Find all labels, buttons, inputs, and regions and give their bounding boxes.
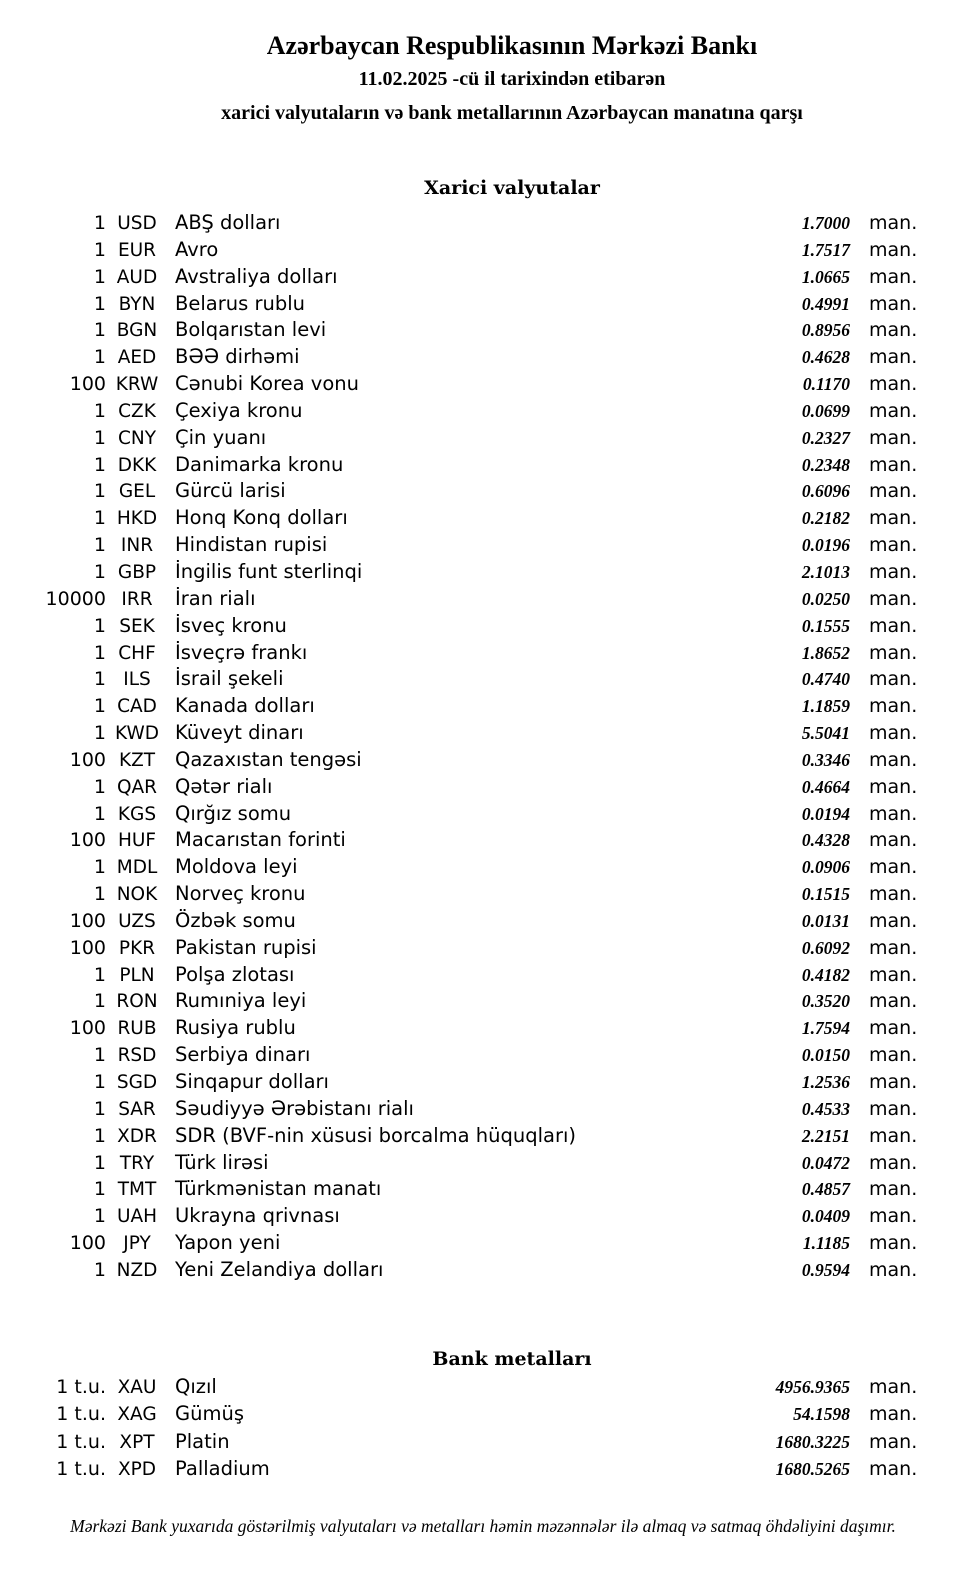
rate-row [0,882,966,909]
quantity-cell: 100 [69,829,106,852]
currency-name-cell: Bolqarıstan levi [175,318,327,342]
unit-cell: man. [869,775,918,798]
currency-code-cell: BYN [118,293,156,315]
unit-cell: man. [869,1232,918,1255]
unit-cell: man. [869,936,918,959]
currency-name-cell: Gürcü larisi [175,479,286,503]
currency-code-cell: AED [117,347,157,369]
rate-row [0,802,966,829]
rate-value-cell: 0.4740 [801,669,850,690]
currency-code-cell: UZS [118,910,156,932]
unit-cell: man. [869,534,918,557]
unit-cell: man. [869,265,918,288]
rate-row [0,1151,966,1178]
quantity-cell: 1 [93,990,106,1013]
rate-row [0,1430,966,1457]
currency-code-cell: EUR [117,239,157,261]
currency-name-cell: İngilis funt sterlinqi [175,559,363,583]
currency-name-cell: Moldova leyi [175,855,298,879]
quantity-cell: 1 [93,292,106,315]
quantity-cell: 1 [93,883,106,906]
currency-name-cell: Rumıniya leyi [175,989,307,1013]
unit-cell: man. [869,695,918,718]
currency-name-cell: Özbək somu [175,908,296,932]
quantity-cell: 1 [93,722,106,745]
rate-value-cell: 0.3520 [801,991,850,1012]
rate-row [0,641,966,668]
rate-value-cell: 0.4182 [801,964,850,985]
currency-code-cell: HUF [117,830,157,852]
currency-name-cell: Gümüş [175,1402,244,1426]
quantity-cell: 1 [93,480,106,503]
quantity-cell: 1 [93,534,106,557]
quantity-cell: 1 [93,695,106,718]
unit-cell: man. [869,856,918,879]
rate-value-cell: 2.1013 [801,561,850,582]
rate-row [0,963,966,990]
currency-name-cell: Türkmənistan manatı [175,1177,382,1201]
rate-value-cell: 0.8956 [801,320,850,341]
rate-row [0,238,966,265]
quantity-cell: 1 [93,212,106,234]
currency-name-cell: Rusiya rublu [175,1016,296,1040]
quantity-cell: 1 [93,802,106,825]
currency-code-cell: BGN [116,320,158,342]
rate-value-cell: 1680.5265 [775,1459,850,1480]
rate-row [0,265,966,292]
rate-value-cell: 0.6096 [801,481,850,502]
quantity-cell: 1 [93,1178,106,1201]
quantity-cell: 1 t.u. [56,1430,106,1453]
quantity-cell: 1 [93,453,106,476]
currency-code-cell: DKK [117,454,157,476]
rate-value-cell: 0.4991 [801,293,850,314]
disclaimer-note: Mərkəzi Bank yuxarıda göstərilmiş valyutaları və metalları həmin məzənnələr ilə almaq və satmaq öhdəliyini daşımır. [70,1516,896,1536]
rate-value-cell: 0.9594 [801,1259,850,1280]
rate-row [0,909,966,936]
quantity-cell: 1 [93,560,106,583]
rate-row [0,1375,966,1402]
rate-value-cell: 5.5041 [801,723,850,744]
unit-cell: man. [869,587,918,610]
currency-code-cell: XAU [117,1377,157,1398]
rate-row [0,721,966,748]
quantity-cell: 1 [93,668,106,691]
currency-name-cell: İran rialı [175,586,256,610]
title-block [58,30,966,125]
unit-cell: man. [869,453,918,476]
unit-cell: man. [869,1097,918,1120]
rate-row [0,775,966,802]
currency-code-cell: QAR [116,776,158,798]
quantity-cell: 1 [93,963,106,986]
rate-row [0,1043,966,1070]
currency-code-cell: TMT [117,1179,157,1201]
currency-code-cell: CNY [117,427,157,449]
unit-cell: man. [869,990,918,1013]
rate-row [0,1402,966,1429]
currency-code-cell: KWD [114,723,159,745]
quantity-cell: 1 [93,1097,106,1120]
quantity-cell: 100 [69,936,106,959]
currency-name-cell: Polşa zlotası [175,962,295,986]
unit-cell: man. [869,963,918,986]
currency-code-cell: INR [120,535,154,557]
rate-row [0,694,966,721]
rate-row [0,1231,966,1258]
unit-cell: man. [869,507,918,530]
rate-row [0,211,966,238]
quantity-cell: 1 [93,775,106,798]
unit-cell: man. [869,238,918,261]
rate-value-cell: 0.0699 [801,400,850,421]
currency-name-cell: BƏƏ dirhəmi [175,345,300,369]
unit-cell: man. [869,399,918,422]
currency-code-cell: MDL [116,857,158,879]
currency-code-cell: HKD [116,508,158,530]
currency-name-cell: Palladium [175,1457,270,1481]
quantity-cell: 100 [69,1232,106,1255]
rate-value-cell: 1.1185 [802,1233,850,1254]
currency-code-cell: RON [116,991,158,1013]
currency-name-cell: Avro [175,237,219,261]
currency-code-cell: KRW [115,374,159,396]
quantity-cell: 1 [93,856,106,879]
currency-code-cell: PKR [118,937,156,959]
rate-value-cell: 0.0250 [801,588,850,609]
currency-name-cell: Avstraliya dolları [175,264,338,288]
quantity-cell: 100 [69,1017,106,1040]
unit-cell: man. [869,883,918,906]
rate-row [0,479,966,506]
quantity-cell: 1 t.u. [56,1403,106,1426]
currency-code-cell: RUB [117,1018,157,1040]
currency-code-cell: RSD [117,1045,157,1067]
rate-value-cell: 1680.3225 [775,1431,850,1452]
rate-value-cell: 1.2536 [801,1072,850,1092]
currency-code-cell: UAH [116,1206,158,1228]
unit-cell: man. [869,1458,918,1481]
unit-cell: man. [869,1178,918,1201]
currency-code-cell: KZT [118,749,156,771]
quantity-cell: 10000 [45,587,106,610]
currency-code-cell: CHF [118,642,156,664]
currency-name-cell: Qırğız somu [175,801,292,825]
metals-table [0,1375,966,1485]
currency-name-cell: Yapon yeni [175,1231,281,1255]
currency-name-cell: Qazaxıstan tengəsi [175,747,362,771]
rate-value-cell: 2.2151 [801,1125,850,1146]
currency-code-cell: IRR [121,588,153,610]
rate-value-cell: 1.0665 [801,266,850,287]
quantity-cell: 1 [93,507,106,530]
rate-row [0,1016,966,1043]
currency-code-cell: XDR [117,1125,157,1147]
rate-row [0,936,966,963]
currency-code-cell: SEK [119,615,155,637]
rate-row [0,345,966,372]
rate-value-cell: 4956.9365 [775,1377,850,1397]
unit-cell: man. [869,1376,918,1398]
unit-cell: man. [869,212,918,234]
rate-row [0,614,966,641]
currency-code-cell: NZD [116,1259,158,1281]
unit-cell: man. [869,480,918,503]
rate-row [0,828,966,855]
page-subtitle: xarici valyutaların və bank metallarının Azərbaycan manatına qarşı [221,102,803,124]
quantity-cell: 1 [93,238,106,261]
currency-name-cell: İsrail şekeli [175,667,284,691]
unit-cell: man. [869,748,918,771]
unit-cell: man. [869,641,918,664]
rate-row [0,855,966,882]
quantity-cell: 1 [93,1071,106,1093]
currency-name-cell: Macarıstan forinti [175,828,346,852]
currency-code-cell: AUD [116,266,158,288]
rate-row [0,560,966,587]
unit-cell: man. [869,829,918,852]
currency-name-cell: Qızıl [175,1375,217,1398]
rate-value-cell: 1.1859 [801,696,850,717]
quantity-cell: 1 [93,346,106,369]
currency-code-cell: KGS [117,803,157,825]
rate-value-cell: 0.6092 [801,937,850,958]
quantity-cell: 1 [93,399,106,422]
unit-cell: man. [869,909,918,932]
currency-name-cell: Serbiya dinarı [175,1043,311,1067]
rate-row [0,426,966,453]
rate-row [0,399,966,426]
currency-code-cell: PLN [119,964,155,986]
quantity-cell: 1 [93,1258,106,1281]
rate-row [0,1124,966,1151]
rate-value-cell: 0.0194 [801,803,850,824]
currency-table [0,211,966,1285]
unit-cell: man. [869,1071,918,1093]
rate-row [0,292,966,319]
rate-value-cell: 0.2348 [801,454,850,475]
currency-section-title: Xarici valyutalar [424,177,600,199]
rate-row [0,1097,966,1124]
quantity-cell: 1 [93,1124,106,1147]
unit-cell: man. [869,346,918,369]
currency-name-cell: Cənubi Korea vonu [175,372,359,396]
currency-code-cell: CAD [117,696,157,718]
rate-row [0,372,966,399]
currency-name-cell: Hindistan rupisi [175,533,328,557]
currency-name-cell: Danimarka kronu [175,452,344,476]
unit-cell: man. [869,1430,918,1453]
quantity-cell: 100 [69,373,106,396]
rate-row [0,1177,966,1204]
unit-cell: man. [869,722,918,745]
quantity-cell: 1 t.u. [56,1458,106,1481]
unit-cell: man. [869,1258,918,1281]
rate-value-cell: 0.4628 [801,347,850,368]
unit-cell: man. [869,1124,918,1147]
rate-row [0,1258,966,1285]
unit-cell: man. [869,292,918,315]
rate-value-cell: 0.4328 [801,830,850,851]
unit-cell: man. [869,426,918,449]
currency-name-cell: SDR (BVF-nin xüsusi borcalma hüquqları) [175,1123,577,1147]
rate-row [0,667,966,694]
currency-name-cell: Çin yuanı [175,425,267,449]
rate-value-cell: 0.0409 [801,1206,850,1227]
quantity-cell: 1 t.u. [56,1376,106,1398]
currency-code-cell: SGD [116,1072,158,1093]
currency-name-cell: İsveçrə frankı [175,640,308,664]
quantity-cell: 1 [93,426,106,449]
currency-code-cell: SAR [118,1098,156,1120]
currency-name-cell: Sinqapur dolları [175,1070,329,1093]
rate-row [0,506,966,533]
currency-name-cell: Norveç kronu [175,882,306,906]
rate-row [0,1457,966,1484]
currency-code-cell: USD [117,213,157,234]
rate-value-cell: 0.4664 [801,776,850,797]
rate-value-cell: 0.2327 [801,427,850,448]
rate-row [0,1070,966,1097]
currency-code-cell: TRY [119,1152,155,1174]
unit-cell: man. [869,1017,918,1040]
unit-cell: man. [869,668,918,691]
currency-code-cell: GEL [118,481,156,503]
unit-cell: man. [869,1151,918,1174]
rate-value-cell: 1.7000 [801,213,850,233]
unit-cell: man. [869,319,918,342]
unit-cell: man. [869,1205,918,1228]
quantity-cell: 1 [93,614,106,637]
rate-value-cell: 0.0196 [801,535,850,556]
unit-cell: man. [869,802,918,825]
rate-row [0,533,966,560]
rate-value-cell: 54.1598 [793,1404,850,1425]
effective-date-line: 11.02.2025 -cü il tarixindən etibarən [358,68,666,90]
unit-cell: man. [869,1403,918,1426]
rate-value-cell: 0.1515 [801,884,850,905]
rate-value-cell: 0.3346 [801,749,850,770]
unit-cell: man. [869,1044,918,1067]
currency-code-cell: ILS [123,669,151,691]
rate-value-cell: 1.7517 [801,239,850,260]
currency-code-cell: JPY [123,1233,151,1255]
rate-value-cell: 1.8652 [801,642,850,663]
quantity-cell: 1 [93,319,106,342]
currency-code-cell: XPT [119,1431,155,1453]
currency-name-cell: Ukrayna qrivnası [175,1204,340,1228]
currency-name-cell: ABŞ dolları [175,211,281,234]
rate-row [0,989,966,1016]
rate-value-cell: 0.0472 [801,1152,850,1173]
currency-name-cell: Səudiyyə Ərəbistanı rialı [175,1096,414,1120]
rate-value-cell: 0.4857 [801,1179,850,1200]
unit-cell: man. [869,560,918,583]
rate-row [0,748,966,775]
rate-value-cell: 0.0150 [801,1045,850,1066]
quantity-cell: 1 [93,265,106,288]
currency-name-cell: Yeni Zelandiya dolları [175,1257,384,1281]
currency-code-cell: GBP [117,561,157,583]
rate-value-cell: 0.2182 [801,508,850,529]
rate-row [0,453,966,480]
currency-name-cell: Pakistan rupisi [175,935,317,959]
currency-name-cell: Honq Konq dolları [175,506,348,530]
quantity-cell: 1 [93,1151,106,1174]
currency-name-cell: Türk lirəsi [175,1150,269,1174]
rate-value-cell: 0.1555 [801,615,850,636]
unit-cell: man. [869,373,918,396]
currency-name-cell: Küveyt dinarı [175,721,304,745]
rate-row [0,318,966,345]
quantity-cell: 1 [93,1205,106,1228]
rate-value-cell: 0.1170 [802,374,850,395]
unit-cell: man. [869,614,918,637]
currency-name-cell: Çexiya kronu [175,398,303,422]
currency-name-cell: Kanada dolları [175,694,315,718]
rate-value-cell: 0.0906 [801,857,850,878]
metals-section-title: Bank metalları [432,1348,592,1370]
quantity-cell: 1 [93,641,106,664]
currency-name-cell: Platin [175,1429,230,1453]
currency-code-cell: CZK [118,400,156,422]
page-title: Azərbaycan Respublikasının Mərkəzi Bankı [266,31,758,60]
currency-name-cell: İsveç kronu [175,613,287,637]
rate-row [0,1204,966,1231]
currency-name-cell: Qətər rialı [175,774,273,798]
quantity-cell: 100 [69,748,106,771]
currency-code-cell: XAG [117,1404,157,1426]
rate-value-cell: 1.7594 [801,1018,850,1039]
rate-value-cell: 0.0131 [801,910,850,931]
currency-name-cell: Belarus rublu [175,291,306,315]
rate-value-cell: 0.4533 [801,1098,850,1119]
quantity-cell: 100 [69,909,106,932]
currency-code-cell: XPD [117,1459,157,1481]
quantity-cell: 1 [93,1044,106,1067]
currency-code-cell: NOK [116,884,158,906]
rate-row [0,587,966,614]
